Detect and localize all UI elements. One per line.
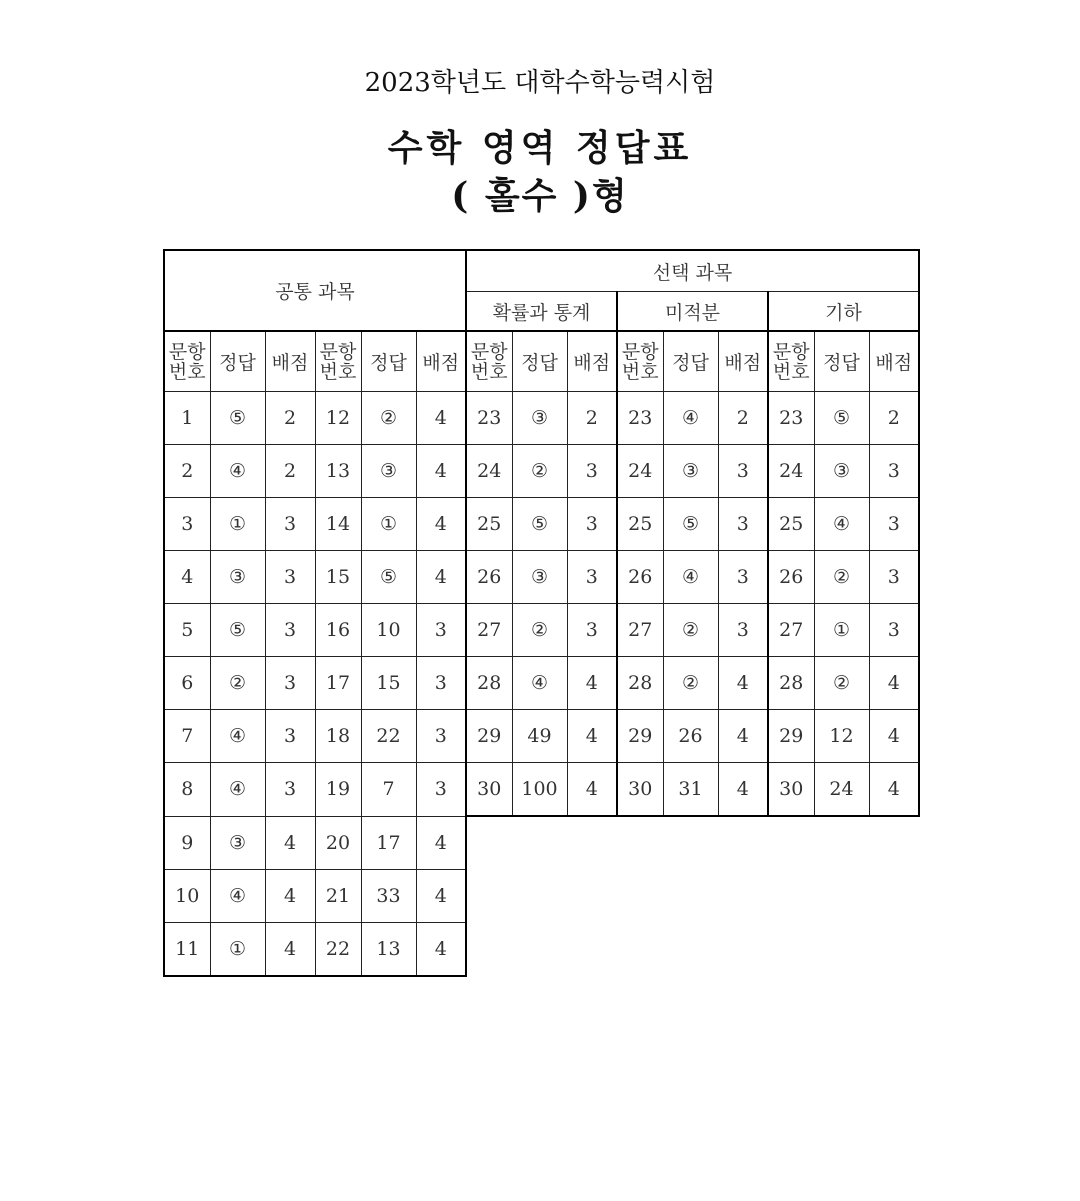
points-cell: 3 (718, 498, 768, 551)
answer-cell: 26 (663, 710, 718, 763)
question-number-header (617, 331, 663, 392)
question-number-cell: 16 (315, 604, 361, 657)
empty-area (466, 869, 919, 922)
points-header: 배점 (869, 331, 919, 392)
question-number-cell: 23 (617, 392, 663, 445)
answer-cell: ⑤ (361, 551, 416, 604)
table-row (164, 763, 919, 817)
answer-cell: ③ (512, 392, 567, 445)
answer-cell: ④ (663, 392, 718, 445)
table-row (164, 710, 919, 763)
answer-sheet-title: 수학 영역 정답표 (387, 127, 693, 169)
points-cell: 4 (416, 498, 466, 551)
points-cell: 2 (718, 392, 768, 445)
answer-cell: ② (361, 392, 416, 445)
qnum-header-line2: 번호 (319, 360, 357, 383)
answer-cell: ③ (361, 445, 416, 498)
points-cell: 3 (265, 657, 315, 710)
answer-header: 정답 (512, 331, 567, 392)
points-cell: 2 (869, 392, 919, 445)
answer-cell: 100 (512, 763, 567, 817)
answer-cell: ② (814, 551, 869, 604)
question-number-cell: 24 (466, 445, 512, 498)
points-cell: 4 (869, 657, 919, 710)
answer-cell: ⑤ (663, 498, 718, 551)
points-cell: 3 (416, 710, 466, 763)
points-cell: 4 (265, 869, 315, 922)
question-number-cell: 25 (768, 498, 814, 551)
question-number-cell: 26 (768, 551, 814, 604)
question-number-cell: 30 (617, 763, 663, 817)
points-cell: 4 (869, 710, 919, 763)
answer-cell: ③ (210, 816, 265, 869)
answer-cell: ⑤ (814, 392, 869, 445)
points-cell: 2 (265, 392, 315, 445)
qnum-header-line1: 문항 (621, 340, 659, 363)
points-cell: 4 (416, 816, 466, 869)
answer-cell: ③ (512, 551, 567, 604)
points-cell: 3 (567, 445, 617, 498)
points-cell: 4 (567, 710, 617, 763)
question-number-cell: 6 (164, 657, 210, 710)
question-number-cell: 27 (617, 604, 663, 657)
question-number-cell: 7 (164, 710, 210, 763)
question-number-cell: 23 (466, 392, 512, 445)
table-row (164, 922, 919, 976)
answer-cell: ① (361, 498, 416, 551)
qnum-header-line1: 문항 (319, 340, 357, 363)
answer-cell: ② (512, 445, 567, 498)
exam-title: 2023학년도 대학수학능력시험 (364, 68, 716, 98)
question-number-cell: 21 (315, 869, 361, 922)
table-row (164, 657, 919, 710)
answer-cell: ③ (663, 445, 718, 498)
answer-cell: ③ (210, 551, 265, 604)
points-cell: 3 (416, 657, 466, 710)
answer-cell: ④ (210, 869, 265, 922)
answer-cell: ① (814, 604, 869, 657)
table-row (164, 551, 919, 604)
question-number-cell: 8 (164, 763, 210, 817)
question-number-cell: 14 (315, 498, 361, 551)
question-number-cell: 1 (164, 392, 210, 445)
points-cell: 3 (265, 763, 315, 817)
qnum-header-line1: 문항 (470, 340, 508, 363)
table-row (164, 604, 919, 657)
points-cell: 3 (265, 498, 315, 551)
table-row (164, 869, 919, 922)
points-header: 배점 (416, 331, 466, 392)
answer-cell: 10 (361, 604, 416, 657)
answer-cell: ① (210, 922, 265, 976)
points-cell: 4 (718, 763, 768, 817)
points-cell: 4 (416, 551, 466, 604)
answer-cell: ③ (814, 445, 869, 498)
answer-header: 정답 (663, 331, 718, 392)
question-number-cell: 20 (315, 816, 361, 869)
points-header: 배점 (567, 331, 617, 392)
answer-cell: ④ (210, 445, 265, 498)
question-number-cell: 28 (768, 657, 814, 710)
table-row (164, 498, 919, 551)
answer-cell: 33 (361, 869, 416, 922)
question-number-cell: 19 (315, 763, 361, 817)
answer-cell: ② (663, 657, 718, 710)
points-cell: 3 (265, 604, 315, 657)
question-number-cell: 27 (768, 604, 814, 657)
question-number-cell: 10 (164, 869, 210, 922)
question-number-header (164, 331, 210, 392)
answer-cell: ② (512, 604, 567, 657)
points-cell: 4 (265, 922, 315, 976)
points-cell: 4 (567, 763, 617, 817)
answer-cell: 15 (361, 657, 416, 710)
calculus-header: 미적분 (617, 292, 768, 332)
points-cell: 3 (869, 604, 919, 657)
points-cell: 3 (265, 710, 315, 763)
question-number-cell: 29 (466, 710, 512, 763)
question-number-cell: 11 (164, 922, 210, 976)
question-number-cell: 28 (617, 657, 663, 710)
answer-table (163, 249, 920, 977)
question-number-cell: 5 (164, 604, 210, 657)
answer-cell: ⑤ (210, 604, 265, 657)
question-number-cell: 25 (466, 498, 512, 551)
question-number-cell: 30 (768, 763, 814, 817)
points-cell: 3 (718, 551, 768, 604)
question-number-cell: 2 (164, 445, 210, 498)
common-subject-header: 공통 과목 (164, 250, 466, 331)
points-cell: 3 (718, 445, 768, 498)
elective-subject-header: 선택 과목 (466, 250, 919, 292)
exam-type: ( 홀수 )형 (451, 175, 629, 217)
answer-cell: 17 (361, 816, 416, 869)
points-cell: 2 (265, 445, 315, 498)
points-cell: 3 (567, 498, 617, 551)
question-number-cell: 26 (466, 551, 512, 604)
answer-cell: ④ (512, 657, 567, 710)
points-cell: 4 (718, 710, 768, 763)
points-cell: 4 (265, 816, 315, 869)
points-cell: 3 (869, 498, 919, 551)
qnum-header-line2: 번호 (168, 360, 206, 383)
answer-cell: 13 (361, 922, 416, 976)
points-cell: 4 (416, 445, 466, 498)
empty-area (466, 922, 919, 976)
empty-area (466, 816, 919, 869)
answer-cell: ⑤ (210, 392, 265, 445)
qnum-header-line1: 문항 (772, 340, 810, 363)
points-cell: 4 (718, 657, 768, 710)
question-number-cell: 4 (164, 551, 210, 604)
question-number-cell: 26 (617, 551, 663, 604)
qnum-header-line2: 번호 (772, 360, 810, 383)
answer-header: 정답 (210, 331, 265, 392)
question-number-cell: 17 (315, 657, 361, 710)
answer-cell: ④ (210, 710, 265, 763)
points-header: 배점 (718, 331, 768, 392)
question-number-cell: 27 (466, 604, 512, 657)
answer-cell: ⑤ (512, 498, 567, 551)
points-cell: 4 (869, 763, 919, 817)
prob-stat-header: 확률과 통계 (466, 292, 617, 332)
question-number-header (315, 331, 361, 392)
points-cell: 3 (869, 445, 919, 498)
answer-cell: ② (210, 657, 265, 710)
qnum-header-line2: 번호 (621, 360, 659, 383)
question-number-cell: 24 (768, 445, 814, 498)
answer-cell: ④ (814, 498, 869, 551)
answer-cell: 24 (814, 763, 869, 817)
answer-cell: 12 (814, 710, 869, 763)
question-number-cell: 25 (617, 498, 663, 551)
points-cell: 3 (869, 551, 919, 604)
answer-cell: ① (210, 498, 265, 551)
points-cell: 3 (567, 604, 617, 657)
points-cell: 4 (416, 392, 466, 445)
answer-cell: 31 (663, 763, 718, 817)
question-number-cell: 18 (315, 710, 361, 763)
question-number-cell: 3 (164, 498, 210, 551)
table-row (164, 392, 919, 445)
question-number-cell: 12 (315, 392, 361, 445)
points-cell: 4 (567, 657, 617, 710)
points-cell: 4 (416, 922, 466, 976)
answer-cell: 7 (361, 763, 416, 817)
qnum-header-line1: 문항 (168, 340, 206, 363)
points-cell: 3 (567, 551, 617, 604)
question-number-header (466, 331, 512, 392)
answer-cell: ② (663, 604, 718, 657)
answer-header: 정답 (361, 331, 416, 392)
points-cell: 3 (416, 763, 466, 817)
points-cell: 4 (416, 869, 466, 922)
question-number-cell: 30 (466, 763, 512, 817)
table-row (164, 445, 919, 498)
question-number-cell: 15 (315, 551, 361, 604)
question-number-header (768, 331, 814, 392)
points-header: 배점 (265, 331, 315, 392)
answer-cell: ② (814, 657, 869, 710)
points-cell: 3 (416, 604, 466, 657)
question-number-cell: 29 (617, 710, 663, 763)
geometry-header: 기하 (768, 292, 919, 332)
question-number-cell: 29 (768, 710, 814, 763)
question-number-cell: 22 (315, 922, 361, 976)
answer-header: 정답 (814, 331, 869, 392)
answer-cell: 22 (361, 710, 416, 763)
question-number-cell: 9 (164, 816, 210, 869)
answer-cell: ④ (210, 763, 265, 817)
question-number-cell: 23 (768, 392, 814, 445)
points-cell: 3 (718, 604, 768, 657)
answer-cell: 49 (512, 710, 567, 763)
qnum-header-line2: 번호 (470, 360, 508, 383)
table-row (164, 816, 919, 869)
question-number-cell: 28 (466, 657, 512, 710)
points-cell: 2 (567, 392, 617, 445)
answer-cell: ④ (663, 551, 718, 604)
question-number-cell: 24 (617, 445, 663, 498)
question-number-cell: 13 (315, 445, 361, 498)
points-cell: 3 (265, 551, 315, 604)
